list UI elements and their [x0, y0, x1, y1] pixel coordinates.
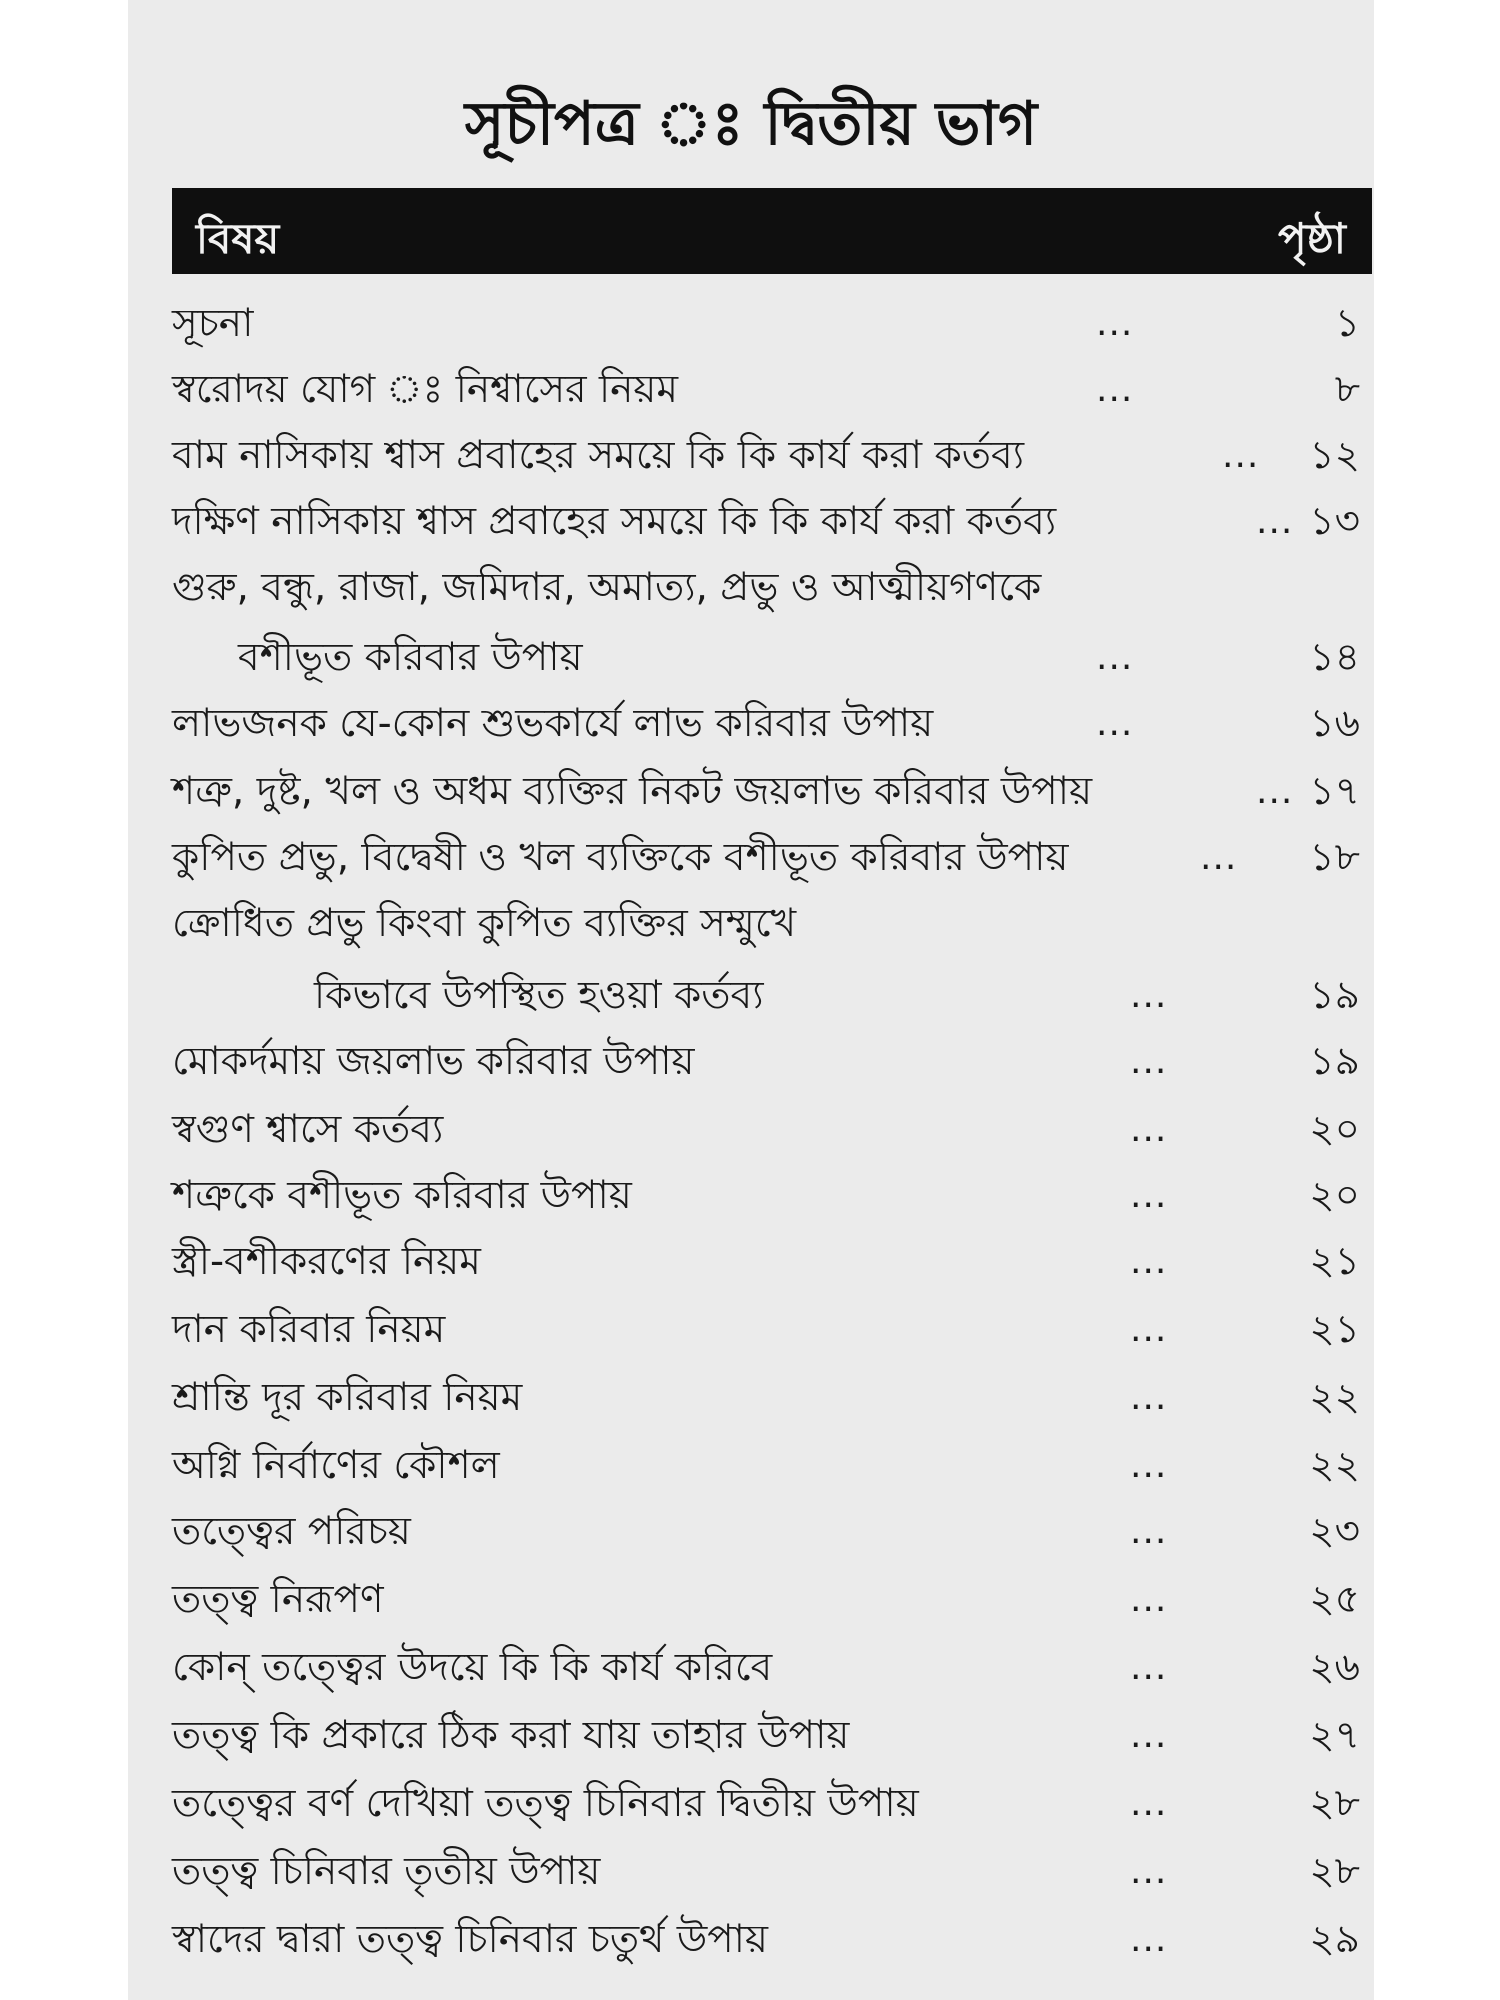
entry-title: মোকর্দমায় জয়লাভ করিবার উপায়	[172, 1039, 695, 1084]
contents-entry	[0, 832, 1500, 892]
entry-page: ১৪	[1309, 635, 1360, 680]
contents-entry	[0, 632, 1500, 692]
entry-title: দান করিবার নিয়ম	[172, 1307, 446, 1352]
entry-page: ২৯	[1309, 1917, 1360, 1962]
entry-title: বাম নাসিকায় শ্বাস প্রবাহের সময়ে কি কি কার্য করা কর্তব্য	[172, 433, 1025, 478]
entry-page: ১	[1334, 301, 1360, 346]
entry-title: স্ত্রী-বশীকরণের নিয়ম	[172, 1239, 481, 1284]
contents-entry	[0, 1642, 1500, 1702]
entry-page: ২০	[1309, 1107, 1360, 1152]
entry-page: ১২	[1309, 433, 1360, 478]
entry-title: স্বগুণ শ্বাসে কর্তব্য	[172, 1107, 444, 1152]
entry-title: তত্ত্ব নিরূপণ	[172, 1577, 384, 1622]
entry-title: কিভাবে উপস্থিত হওয়া কর্তব্য	[314, 973, 764, 1018]
entry-page: ১৩	[1309, 499, 1360, 544]
entry-title: সূচনা	[172, 301, 254, 346]
contents-entry	[0, 1440, 1500, 1500]
contents-entry	[0, 1506, 1500, 1566]
entry-page: ২১	[1309, 1307, 1360, 1352]
entry-page: ১৯	[1309, 1039, 1360, 1084]
entry-page: ২৩	[1309, 1509, 1360, 1554]
entry-title: স্বাদের দ্বারা তত্ত্ব চিনিবার চতুর্থ উপায়	[172, 1917, 768, 1962]
entry-page: ১৮	[1309, 835, 1360, 880]
entry-title: গুরু, বন্ধু, রাজা, জমিদার, অমাত্য, প্রভু ও আত্মীয়গণকে	[172, 565, 1042, 610]
entry-leader: ...	[1130, 1715, 1168, 1756]
entry-page: ২৭	[1309, 1713, 1360, 1758]
entry-leader: ...	[1096, 303, 1134, 344]
contents-entry	[0, 298, 1500, 358]
entry-title: অগ্নি নির্বাণের কৌশল	[172, 1443, 500, 1488]
entry-leader: ...	[1130, 1309, 1168, 1350]
contents-entry	[0, 1104, 1500, 1164]
entry-leader: ...	[1130, 975, 1168, 1016]
entry-title: কোন্ তত্ত্বের উদয়ে কি কি কার্য করিবে	[172, 1645, 773, 1690]
entry-page: ২২	[1309, 1375, 1360, 1420]
entry-title: তত্ত্বের বর্ণ দেখিয়া তত্ত্ব চিনিবার দ্বিতীয় উপায়	[172, 1781, 919, 1826]
contents-entry	[0, 1574, 1500, 1634]
entry-leader: ...	[1130, 1377, 1168, 1418]
entry-leader: ...	[1130, 1851, 1168, 1892]
contents-entry	[0, 1236, 1500, 1296]
entry-page: ২২	[1309, 1443, 1360, 1488]
entry-leader: ...	[1256, 501, 1294, 542]
header-subject-label: বিষয়	[196, 214, 280, 263]
entry-page: ২৬	[1309, 1645, 1360, 1690]
contents-entry	[0, 1170, 1500, 1230]
entry-leader: ...	[1256, 771, 1294, 812]
entry-leader: ...	[1130, 1109, 1168, 1150]
contents-entry	[0, 1304, 1500, 1364]
entry-leader: ...	[1130, 1579, 1168, 1620]
entry-title: শ্রান্তি দূর করিবার নিয়ম	[172, 1375, 523, 1420]
entry-title: তত্ত্বের পরিচয়	[172, 1509, 411, 1554]
entry-page: ২৮	[1309, 1781, 1360, 1826]
entry-title: স্বরোদয় যোগ ঃ নিশ্বাসের নিয়ম	[172, 367, 679, 412]
header-page-label: পৃষ্ঠা	[1277, 214, 1346, 263]
entry-title: কুপিত প্রভু, বিদ্বেষী ও খল ব্যক্তিকে বশীভূত করিবার উপায়	[172, 835, 1069, 880]
contents-entry	[0, 562, 1500, 622]
contents-entry	[0, 1914, 1500, 1974]
entry-title: বশীভূত করিবার উপায়	[238, 635, 583, 680]
contents-entry	[0, 1372, 1500, 1432]
entry-title: ক্রোধিত প্রভু কিংবা কুপিত ব্যক্তির সম্মুখে	[172, 901, 797, 946]
contents-entry	[0, 1036, 1500, 1096]
entry-leader: ...	[1130, 1175, 1168, 1216]
contents-entry	[0, 1846, 1500, 1906]
entry-leader: ...	[1200, 837, 1238, 878]
contents-entry	[0, 364, 1500, 424]
entry-title: শত্রুকে বশীভূত করিবার উপায়	[172, 1173, 632, 1218]
entry-leader: ...	[1130, 1783, 1168, 1824]
entry-leader: ...	[1130, 1511, 1168, 1552]
contents-entry	[0, 698, 1500, 758]
entry-page: ২১	[1309, 1239, 1360, 1284]
entry-leader: ...	[1130, 1647, 1168, 1688]
entry-leader: ...	[1130, 1445, 1168, 1486]
contents-entry	[0, 496, 1500, 556]
entry-page: ১৯	[1309, 973, 1360, 1018]
entry-leader: ...	[1130, 1041, 1168, 1082]
contents-entry	[0, 766, 1500, 826]
entry-page: ২০	[1309, 1173, 1360, 1218]
page-title: সূচীপত্র ঃ দ্বিতীয় ভাগ	[464, 89, 1038, 159]
contents-entry	[0, 1778, 1500, 1838]
entry-page: ১৬	[1309, 701, 1360, 746]
entry-leader: ...	[1130, 1919, 1168, 1960]
entry-title: দক্ষিণ নাসিকায় শ্বাস প্রবাহের সময়ে কি কি কার্য করা কর্তব্য	[172, 499, 1057, 544]
entry-title: লাভজনক যে-কোন শুভকার্যে লাভ করিবার উপায়	[172, 701, 934, 746]
entry-leader: ...	[1096, 703, 1134, 744]
contents-entry	[0, 970, 1500, 1030]
contents-entry	[0, 898, 1500, 958]
entry-title: শত্রু, দুষ্ট, খল ও অধম ব্যক্তির নিকট জয়লাভ করিবার উপায়	[172, 769, 1093, 814]
entry-leader: ...	[1222, 435, 1260, 476]
entry-title: তত্ত্ব কি প্রকারে ঠিক করা যায় তাহার উপায়	[172, 1713, 850, 1758]
entry-title: তত্ত্ব চিনিবার তৃতীয় উপায়	[172, 1849, 601, 1894]
entry-page: ১৭	[1309, 769, 1360, 814]
entry-leader: ...	[1130, 1241, 1168, 1282]
contents-entry	[0, 1710, 1500, 1770]
contents-entry	[0, 430, 1500, 490]
entry-page: ২৫	[1309, 1577, 1360, 1622]
entry-leader: ...	[1096, 637, 1134, 678]
entry-page: ৮	[1334, 367, 1360, 412]
entry-page: ২৮	[1309, 1849, 1360, 1894]
entry-leader: ...	[1096, 369, 1134, 410]
